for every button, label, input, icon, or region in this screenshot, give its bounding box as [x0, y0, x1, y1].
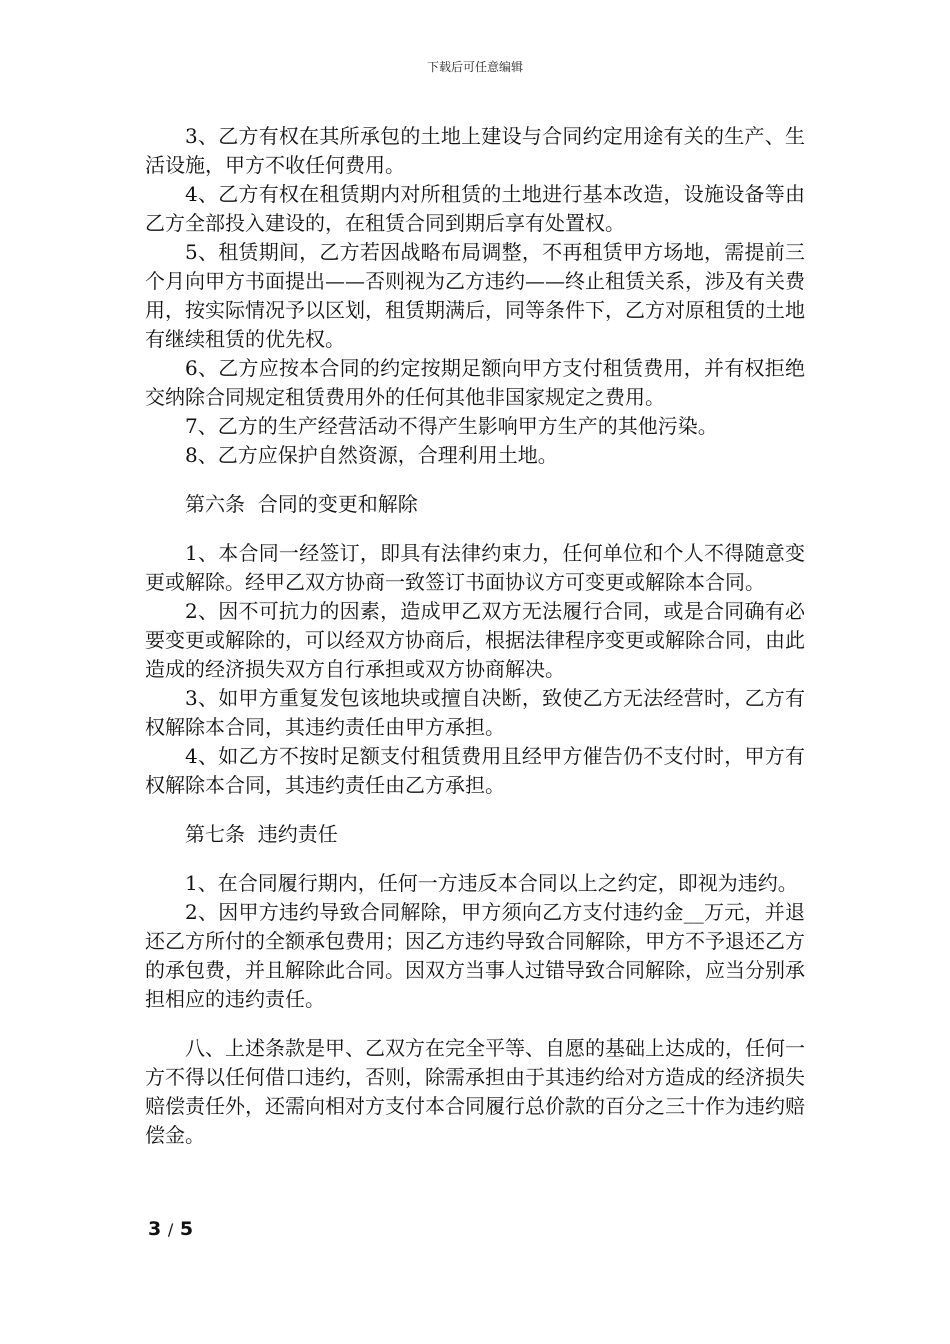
section-6-heading: 第六条 合同的变更和解除: [185, 492, 418, 516]
current-page: 3: [148, 1218, 162, 1240]
clause-5-3: 3、乙方有权在其所承包的土地上建设与合同约定用途有关的生产、生活设施，甲方不收任何费用。: [145, 124, 805, 177]
clause-7-1: 1、在合同履行期内，任何一方违反本合同以上之约定，即视为违约。: [185, 871, 798, 895]
total-pages: 5: [179, 1218, 194, 1240]
page-separator: /: [167, 1220, 174, 1239]
clause-5-8: 8、乙方应保护自然资源，合理利用土地。: [185, 443, 558, 467]
clause-6-3: 3、如甲方重复发包该地块或擅自决断，致使乙方无法经营时，乙方有权解除本合同，其违约责任由甲方承担。: [145, 686, 805, 739]
clause-6-4: 4、如乙方不按时足额支付租赁费用且经甲方催告仍不支付时，甲方有权解除本合同，其违约责任由乙方承担。: [145, 744, 805, 797]
clause-5-5: 5、租赁期间，乙方若因战略布局调整，不再租赁甲方场地，需提前三个月向甲方书面提出——否则视为乙方违约——终止租赁关系，涉及有关费用，按实际情况予以区划，租赁期满后，同等条件下，乙方对原租赁的土地有继续租赁的优先权。: [145, 240, 805, 351]
clause-5-6: 6、乙方应按本合同的约定按期足额向甲方支付租赁费用，并有权拒绝交纳除合同规定租赁费用外的任何其他非国家规定之费用。: [145, 356, 805, 409]
clause-5-4: 4、乙方有权在租赁期内对所租赁的土地进行基本改造，设施设备等由乙方全部投入建设的，在租赁合同到期后享有处置权。: [145, 182, 805, 235]
clause-6-1: 1、本合同一经签订，即具有法律约束力，任何单位和个人不得随意变更或解除。经甲乙双方协商一致签订书面协议方可变更或解除本合同。: [145, 541, 805, 594]
section-7-heading: 第七条 违约责任: [185, 822, 338, 846]
page-number: [148, 1218, 193, 1240]
document-body: [145, 122, 805, 1150]
clause-6-2: 2、因不可抗力的因素，造成甲乙双方无法履行合同，或是合同确有必要变更或解除的，可以经双方协商后，根据法律程序变更或解除合同，由此造成的经济损失双方自行承担或双方协商解决。: [145, 599, 805, 681]
header-note: 下载后可任意编辑: [426, 60, 523, 74]
clause-7-2: 2、因甲方违约导致合同解除，甲方须向乙方支付违约金__万元，并退还乙方所付的全额承包费用；因乙方违约导致合同解除，甲方不予退还乙方的承包费，并且解除此合同。因双方当事人过错导致合同解除，应当分别承担相应的违约责任。: [145, 900, 805, 1011]
clause-5-7: 7、乙方的生产经营活动不得产生影响甲方生产的其他污染。: [185, 414, 718, 438]
clause-8: 八、上述条款是甲、乙双方在完全平等、自愿的基础上达成的，任何一方不得以任何借口违约，否则，除需承担由于其违约给对方造成的经济损失赔偿责任外，还需向相对方支付本合同履行总价款的百分之三十作为违约赔偿金。: [145, 1036, 805, 1147]
